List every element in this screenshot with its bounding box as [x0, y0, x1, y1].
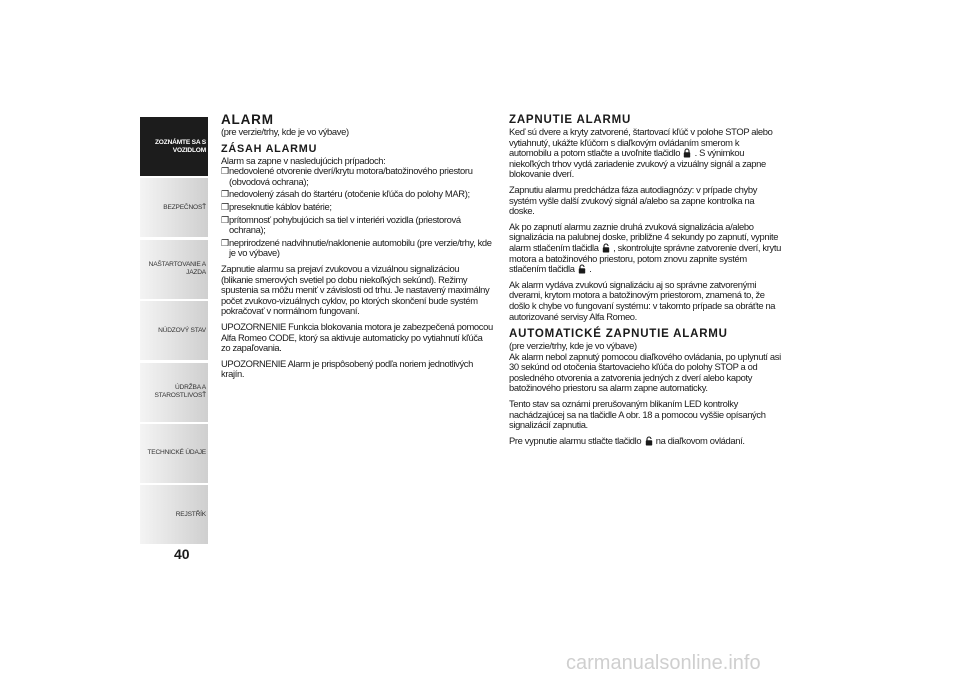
- unlock-icon: [645, 436, 653, 446]
- warning-paragraph: UPOZORNENIE Funkcia blokovania motora je zabezpečená pomocou Alfa Romeo CODE, ktorý sa aktivuje automaticky po vytiahnutí kľúča zo zapaľovania.: [221, 320, 493, 354]
- right-column: [509, 113, 781, 451]
- paragraph: Zapnutie alarmu sa prejaví zvukovou a vizuálnou signalizáciou (blikanie smerových svetiel po dobu niekoľkých sekúnd). Režimy spustenia sa môžu meniť v závislosti od trhu. Je nastavený maximálny počet zvukovo-vizuálnych cyklov, po ktorých skončení bude systém pokračovať v normálnom fungovaní.: [221, 262, 490, 317]
- trigger-list: [221, 166, 493, 259]
- bullet-icon: ❒: [221, 201, 229, 212]
- watermark: carmanualsonline.info: [566, 652, 761, 674]
- lock-icon: [683, 148, 691, 158]
- paragraph: Pre vypnutie alarmu stlačte tlačidlo na diaľkovom ovládaní.: [509, 434, 745, 446]
- paragraph: Ak alarm nebol zapnutý pomocou diaľkového ovládania, po uplynutí asi 30 sekúnd od otočenia štartovacieho kľúča do polohy STOP a od posledného otvorenia a zatvorenia jedných z dverí alebo kapoty batožinového priestoru sa alarm zapne automaticky.: [509, 350, 781, 394]
- chapter-tabs: [140, 117, 208, 547]
- tab-bezpecnost[interactable]: BEZPEČNOSŤ: [140, 178, 208, 237]
- tab-nastartovanie[interactable]: NAŠTARTOVANIE A JAZDA: [140, 240, 208, 299]
- tab-udrzba[interactable]: ÚDRŽBA A STAROSTLIVOSŤ: [140, 363, 208, 422]
- alarm-subtitle: (pre verzie/trhy, kde je vo výbave): [221, 126, 349, 137]
- tab-technicke-udaje[interactable]: TECHNICKÉ ÚDAJE: [140, 424, 208, 483]
- paragraph: Keď sú dvere a kryty zatvorené, štartovací kľúč v polohe STOP alebo vytiahnutý, ukážte kľúčom s diaľkovým ovládaním smerom k automobilu a potom stlačte a uvoľnite tlačidlo . S výnimkou niekoľkých trhov vydá zariadenie zvukový a vizuálny signál a zapne blokovanie dverí.: [509, 126, 773, 180]
- section-subtitle: (pre verzie/trhy, kde je vo výbave): [509, 340, 637, 352]
- section-title-zasah: ZÁSAH ALARMU: [221, 142, 318, 155]
- page-number: 40: [174, 546, 190, 562]
- tab-zoznamte-sa[interactable]: ZOZNÁMTE SA S VOZIDLOM: [140, 117, 208, 176]
- bullet-icon: ❒: [221, 214, 229, 225]
- tab-rejstrik[interactable]: REJSTŘÍK: [140, 485, 208, 544]
- warning-paragraph: UPOZORNENIE Alarm je prispôsobený podľa noriem jednotlivých krajín.: [221, 357, 473, 380]
- list-item: ❒ neprirodzené nadvihnutie/naklonenie automobilu (pre verzie/trhy, kde je vo výbave): [221, 236, 492, 259]
- section-title-zapnutie: ZAPNUTIE ALARMU: [509, 114, 632, 126]
- section-title-automaticke: AUTOMATICKÉ ZAPNUTIE ALARMU: [509, 328, 728, 341]
- tab-nudzovy-stav[interactable]: NÚDZOVÝ STAV: [140, 301, 208, 360]
- paragraph: Ak po zapnutí alarmu zaznie druhá zvuková signalizácia a/alebo signalizácia na palubnej doske, približne 4 sekundy po zapnutí, vypnite alarm stlačením tlačidla , skontrolujte správne zatvorenie dverí, krytu motora a batožinového priestoru, potom znovu zapnite systém stlačením tlačidla .: [509, 220, 781, 275]
- bullet-icon: ❒: [221, 189, 229, 200]
- paragraph: Tento stav sa oznámi prerušovaným blikaním LED kontrolky nachádzajúcej sa na tlačidle A obr. 18 a pomocou vyššie opísaných signalizácií zapnutia.: [509, 398, 766, 431]
- intro-text: Alarm sa zapne v nasledujúcich prípadoch:: [221, 154, 386, 166]
- list-item: ❒ preseknutie káblov batérie;: [221, 200, 332, 212]
- list-item: ❒ prítomnosť pohybujúcich sa tiel v interiéri vozidla (priestorová ochrana);: [221, 213, 461, 236]
- bullet-icon: ❒: [221, 166, 229, 177]
- paragraph: Zapnutiu alarmu predchádza fáza autodiagnózy: v prípade chyby systém vyšle další zvukový signál a/alebo sa zapne kontrolka na doske.: [509, 183, 758, 217]
- alarm-title: ALARM: [221, 112, 274, 127]
- unlock-icon: [578, 264, 586, 274]
- bullet-icon: ❒: [221, 237, 229, 248]
- list-item: ❒ nedovolené otvorenie dverí/krytu motora/batožinového priestoru (obvodová ochrana);: [221, 165, 473, 187]
- left-column: [221, 113, 493, 385]
- unlock-icon: [602, 243, 610, 253]
- list-item: ❒ nedovolený zásah do štartéru (otočenie kľúča do polohy MAR);: [221, 188, 470, 200]
- paragraph: Ak alarm vydáva zvukovú signalizáciu aj so správne zatvorenými dverami, krytom motora a batožinovým priestorom, znamená to, že došlo k chybe vo fungovaní systému: v takomto prípade sa obráťte na autorizované servisy Alfa Romeo.: [509, 278, 776, 322]
